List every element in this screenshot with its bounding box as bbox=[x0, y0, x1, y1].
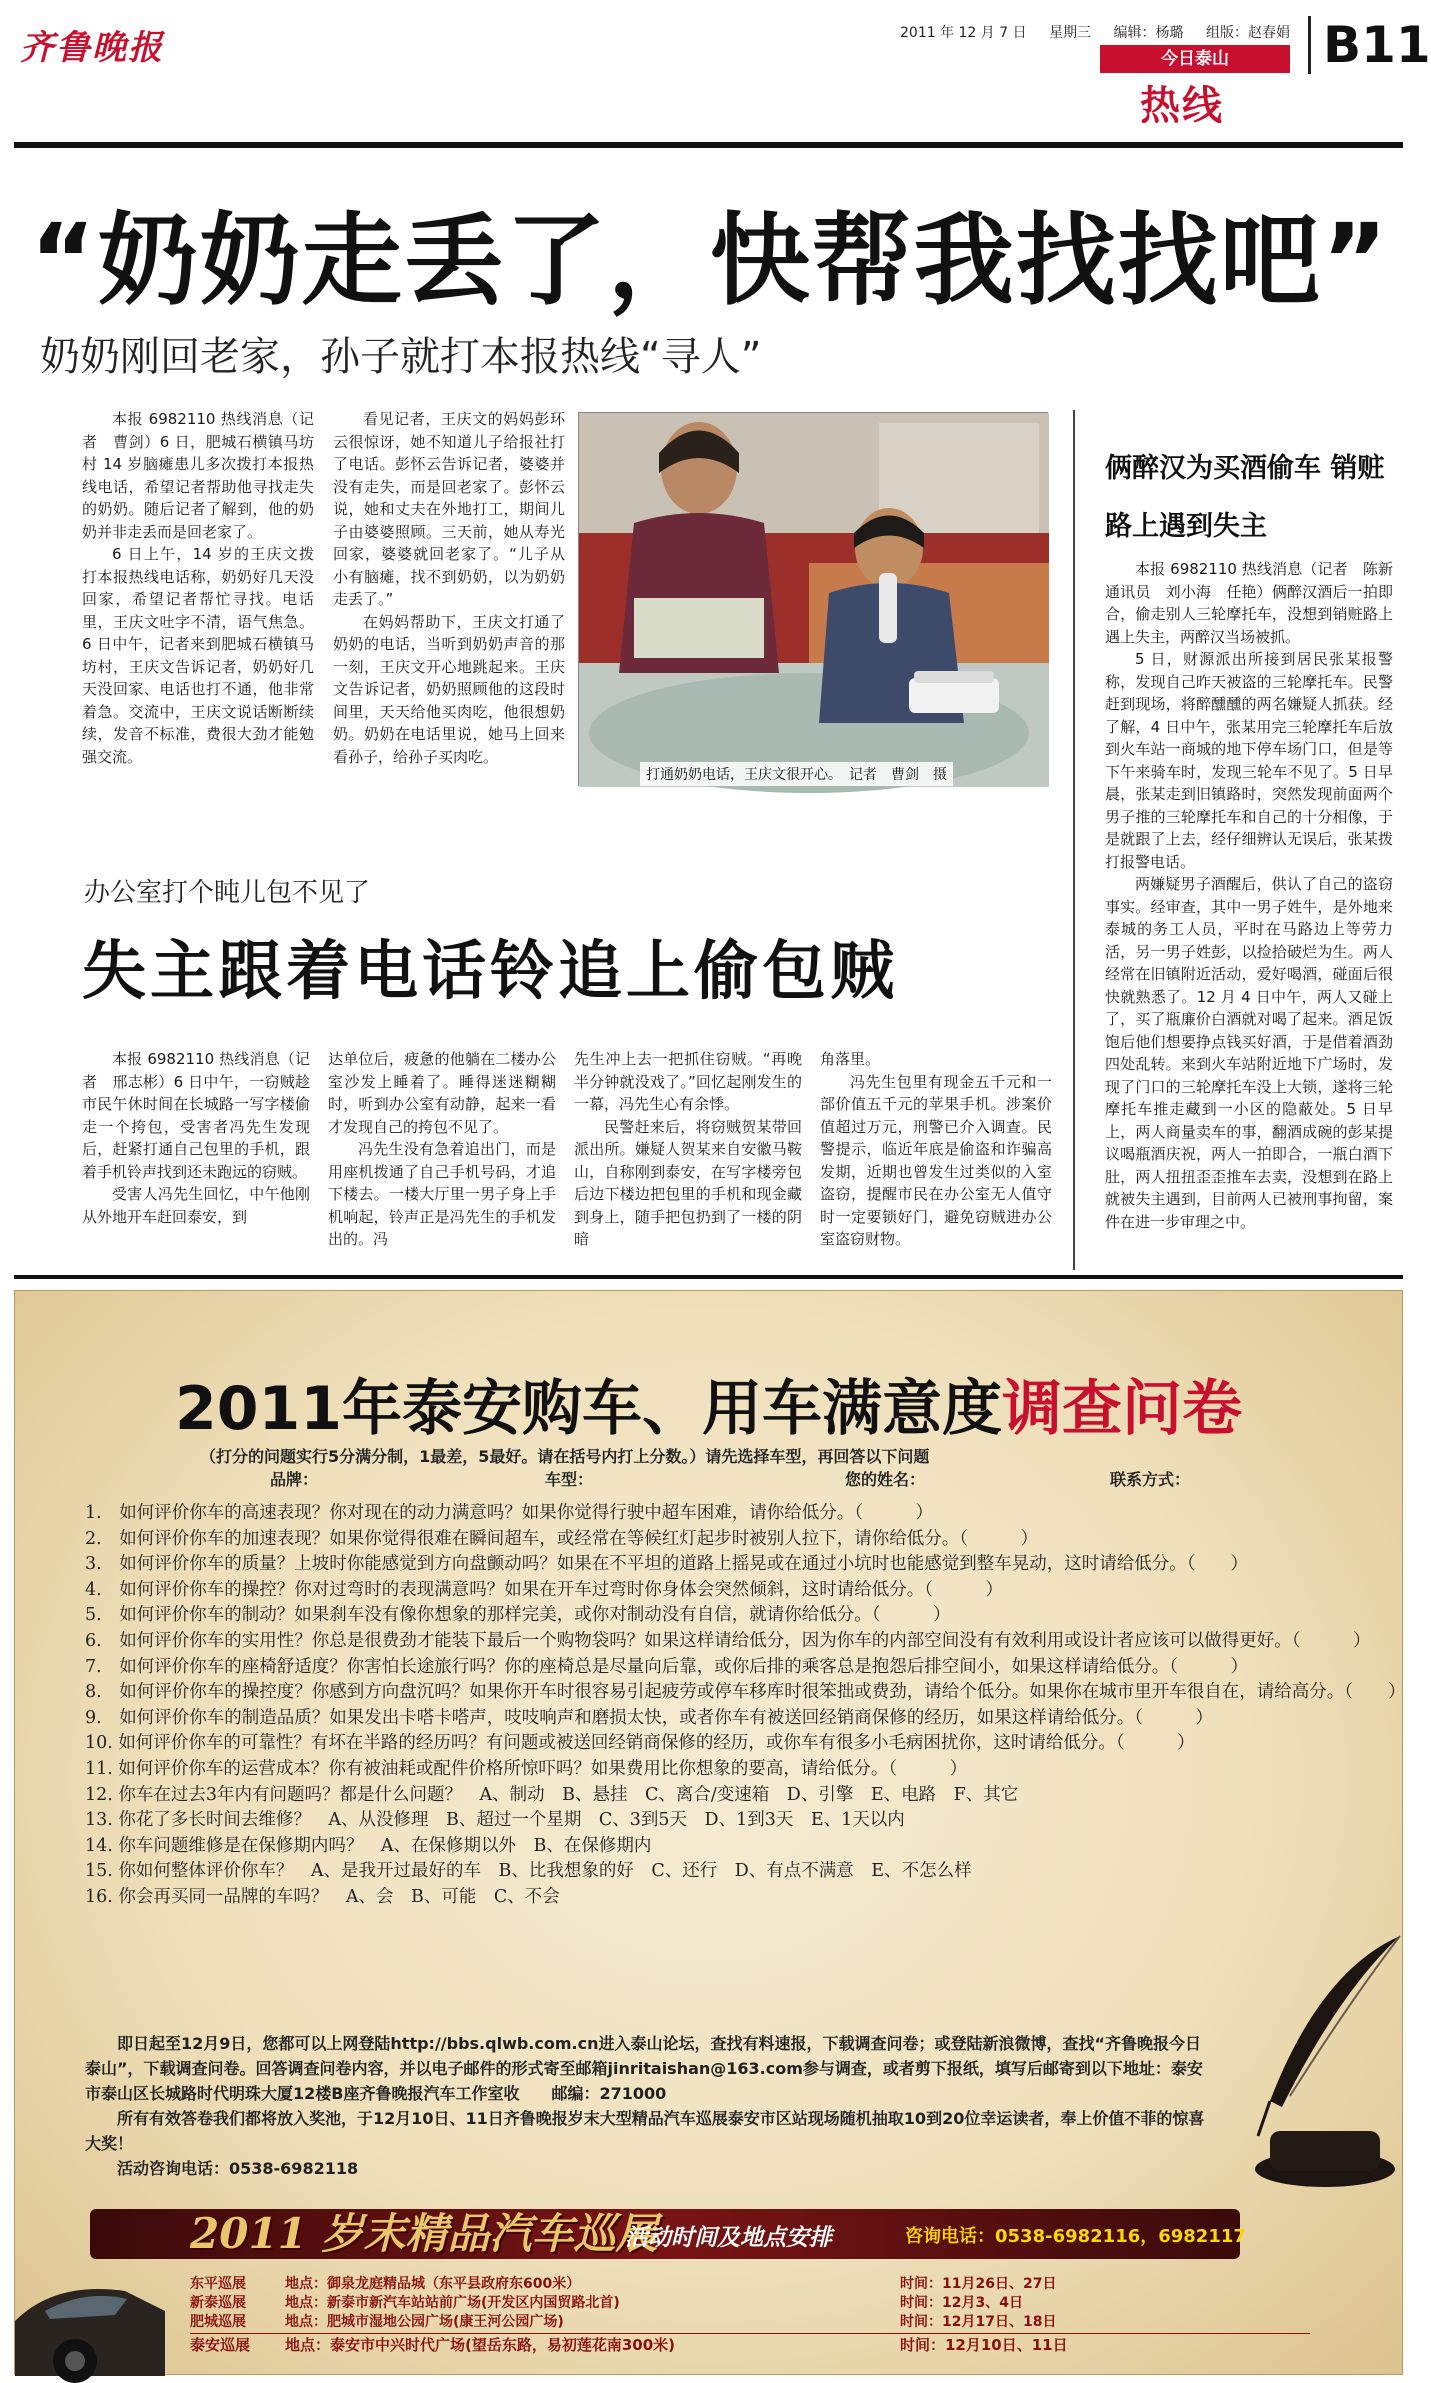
schedule-location: 地点：新泰市新汽车站站前广场(开发区内国贸路北首) bbox=[285, 2295, 620, 2311]
paragraph: 先生冲上去一把抓住窃贼。“再晚半分钟就没戏了。”回忆起刚发生的一幕，冯先生心有余悸。 bbox=[574, 1050, 802, 1113]
paragraph: 两嫌疑男子酒醒后，供认了自己的盗窃事实。经审查，其中一男子姓牛，是外地来泰城的务工人员，平时在马路边上等劳力活，另一男子姓彭，以捡拾破烂为生。两人经常在旧镇附近活动，爱好喝酒，碰面后很快就熟悉了。12 月 4 日中午，两人又碰上了，买了瓶廉价白酒就对喝了起来。酒足饭饱后他们想要挣点钱买好酒，于是借着酒劲四处乱转。来到火车站附近地下广场时，发现了门口的三轮摩托车没上大锁，遂将三轮摩托车推走藏到一小区的隐蔽处。5 日早上，两人商量卖车的事，翻酒成碗的彭某提议喝瓶酒庆祝，两人一拍即合，一瓶白酒下肚，两人扭扭歪歪推车去卖，没想到在路上就被失主遇到，目前两人已被刑事拘留，案件在进一步审理之中。 bbox=[1105, 875, 1393, 1231]
questionnaire-ad bbox=[14, 1290, 1406, 2375]
schedule-time: 时间：12月10日、11日 bbox=[900, 2336, 1068, 2354]
field-model[interactable]: 车型： bbox=[545, 1470, 594, 1489]
tour-schedule bbox=[190, 2276, 1310, 2355]
question-item: 1. 如何评价你车的高速表现？你对现在的动力满意吗？如果你觉得行驶中超车困难，请你给低分。（ ） bbox=[85, 1503, 933, 1523]
paragraph: 冯先生包里有现金五千元和一部价值五千元的苹果手机。涉案价值超过万元，刑警已介入调查。民警提示，临近年底是偷盗和诈骗高发期，近期也曾发生过类似的入室盗窃，提醒市民在办公室无人值守时一定要锁好门，避免窃贼进办公室盗窃财物。 bbox=[820, 1072, 1052, 1248]
schedule-time: 时间：11月26日、27日 bbox=[900, 2276, 1057, 2292]
editor-credit: 编辑：杨璐 bbox=[1113, 25, 1184, 41]
info-paragraph: 所有有效答卷我们都将放入奖池，于12月10日、11日齐鲁晚报岁末大型精品汽车巡展泰安市区站现场随机抽取10到20位幸运读者，奉上价值不菲的惊喜大奖！ bbox=[85, 2109, 1205, 2153]
second-story-col1 bbox=[82, 1048, 310, 1268]
issue-meta bbox=[900, 22, 1308, 42]
tour-banner bbox=[90, 2201, 1246, 2265]
page-number: B11 bbox=[1308, 16, 1431, 74]
paragraph: 5 日，财源派出所接到居民张某报警称，发现自己昨天被盗的三轮摩托车。民警赶到现场，将醉醺醺的两名嫌疑人抓获。经了解，4 日中午，张某用完三轮摩托车后放到火车站一商城的地下停车场门口，但是等下午来骑车时，发现三轮车不见了。5 日早晨，张某走到旧镇路时，突然发现前面两个男子推的三轮摩托车和自己的十分相像，于是就跟了上去，经仔细辨认无误后，张某拨打报警电话。 bbox=[1105, 650, 1393, 871]
schedule-row bbox=[190, 2314, 1310, 2333]
schedule-time: 时间：12月17日、18日 bbox=[900, 2314, 1057, 2330]
paragraph: 本报 6982110 热线消息（记者 曹剑）6 日，肥城石横镇马坊村 14 岁脑瘫患儿多次拨打本报热线电话，希望记者帮助他寻找走失的奶奶。随后记者了解到，他的奶奶并非走丢而是回老家了。 bbox=[82, 410, 314, 541]
schedule-name: 肥城巡展 bbox=[190, 2314, 246, 2330]
banner-phone: 咨询电话：0538-6982116，6982117 bbox=[905, 2226, 1246, 2247]
paper-logo: 齐鲁晚报 bbox=[20, 28, 164, 68]
schedule-location: 地点：肥城市湿地公园广场(康王河公园广场) bbox=[285, 2314, 564, 2330]
main-subheadline: 奶奶刚回老家，孙子就打本报热线“寻人” bbox=[40, 334, 762, 380]
paragraph: 看见记者，王庆文的妈妈彭环云很惊讶，她不知道儿子给报社打了电话。彭怀云告诉记者，婆婆并没有走失，而是回老家了。彭怀云说，她和丈夫在外地打工，期间儿子由婆婆照顾。三天前，她从寿光回家，婆婆就回老家了。“儿子从小有脑瘫，找不到奶奶，以为奶奶走丢了。” bbox=[333, 410, 565, 608]
section-tag: 今日泰山 bbox=[1100, 45, 1290, 73]
mid-rule bbox=[14, 1275, 1403, 1279]
info-paragraph: 即日起至12月9日，您都可以上网登陆http://bbs.qlwb.com.cn进入泰山论坛，查找有料速报，下载调查问卷；或登陆新浪微博，查找“齐鲁晚报今日泰山”，下载调查问卷。回答调查问卷内容，并以电子邮件的形式寄至邮箱jinritaishan@163.com参与调查，或者剪下报纸，填写后邮寄到以下地址：泰安市泰山区长城路时代明珠大厦12楼B座齐鲁晚报汽车工作室收 邮编：271000 bbox=[85, 2034, 1203, 2103]
ad-instructions: （打分的问题实行5分满分制，1最差，5最好。请在括号内打上分数。）请先选择车型，再回答以下问题 bbox=[200, 1447, 930, 1466]
question-item: 7. 如何评价你车的座椅舒适度？你害怕长途旅行吗？你的座椅总是尽量向后靠，或你后排的乘客总是抱怨后排空间小，如果这样请给低分。（ ） bbox=[85, 1656, 1248, 1677]
question-item: 4. 如何评价你车的操控？你对过弯时的表现满意吗？如果在开车过弯时你身体会突然倾斜，这时请给低分。（ ） bbox=[85, 1579, 1003, 1600]
paragraph: 本报 6982110 热线消息（记者 陈新 通讯员 刘小海 任艳）俩醉汉酒后一拍即合，偷走别人三轮摩托车，没想到销赃路上遇上失主，两醉汉当场被抓。 bbox=[1105, 560, 1409, 646]
paragraph: 民警赶来后，将窃贼贺某带回派出所。嫌疑人贺某来自安徽马鞍山，自称刚到泰安，在写字楼旁包后边下楼边把包里的手机和现金藏到身上，随手把包扔到了一楼的阴暗 bbox=[574, 1117, 802, 1248]
schedule-row bbox=[190, 2276, 1310, 2295]
masthead bbox=[0, 0, 1431, 130]
schedule-name: 新泰巡展 bbox=[190, 2295, 246, 2311]
quill-pen-icon bbox=[1230, 1931, 1410, 2191]
question-item: 9. 如何评价你车的制造品质？如果发出卡嗒卡嗒声，吱吱响声和磨损太快，或者你车有被送回经销商保修的经历，如果这样请给低分。（ ） bbox=[85, 1707, 1213, 1728]
paragraph: 6 日上午，14 岁的王庆文拨打本报热线电话称，奶奶好几天没回家，希望记者帮忙寻找。电话里，王庆文吐字不清，语气焦急。6 日中午，记者来到肥城石横镇马坊村，王庆文告诉记者，奶奶好几天没回家、电话也打不通，他非常着急。交流中，王庆文说话断断续续，发音不标准，费很大劲才能勉强交流。 bbox=[82, 545, 314, 766]
second-story-col2 bbox=[328, 1048, 556, 1268]
top-rule bbox=[14, 142, 1403, 148]
paragraph: 在妈妈帮助下，王庆文打通了奶奶的电话，当听到奶奶声音的那一刻，王庆文开心地跳起来。王庆文告诉记者，奶奶照顾他的这段时间里，天天给他买肉吃，他很想奶奶。奶奶在电话里说，她马上回来看孙子，给孙子买肉吃。 bbox=[333, 612, 565, 766]
field-name[interactable]: 您的姓名： bbox=[845, 1470, 926, 1489]
ad-title-main: 2011年泰安购车、用车满意度 bbox=[175, 1374, 1002, 1444]
info-paragraph: 活动咨询电话：0538-6982118 bbox=[117, 2159, 359, 2178]
paragraph: 冯先生没有急着追出门，而是用座机拨通了自己手机号码，才追下楼去。一楼大厅里一男子身上手机响起，铃声正是冯先生的手机发出的。冯 bbox=[328, 1140, 556, 1248]
second-story-headline: 失主跟着电话铃追上偷包贼 bbox=[82, 935, 898, 1009]
sidebar-story-body bbox=[1105, 558, 1409, 1270]
schedule-location: 地点：泰安市中兴时代广场(望岳东路，易初莲花南300米) bbox=[285, 2336, 676, 2354]
layout-credit: 组版：赵春娟 bbox=[1205, 25, 1290, 41]
schedule-time: 时间：12月3、4日 bbox=[900, 2295, 1023, 2311]
schedule-name: 泰安巡展 bbox=[190, 2336, 251, 2354]
question-item: 15. 你如何整体评价你车？ A、是我开过最好的车 B、比我想象的好 C、还行 D、有点不满意 E、不怎么样 bbox=[85, 1861, 972, 1882]
paragraph: 本报 6982110 热线消息（记者 邢志彬）6 日中午，一窃贼趁市民午休时间在长城路一写字楼偷走一个挎包，受害者冯先生发现后，赶紧打通自己包里的手机，跟着手机铃声找到还未跑远的窃贼。 bbox=[82, 1050, 310, 1181]
field-brand[interactable]: 品牌： bbox=[270, 1470, 319, 1489]
sidebar-headline: 俩醉汉为买酒偷车 销赃路上遇到失主 bbox=[1105, 453, 1385, 542]
column-divider bbox=[1073, 410, 1075, 1270]
section-title: 热线 bbox=[1140, 83, 1224, 129]
ad-form-fields bbox=[270, 1467, 1190, 1490]
question-item: 2. 如何评价你车的加速表现？如果你觉得很难在瞬间超车，或经常在等候红灯起步时被别人拉下，请你给低分。（ ） bbox=[85, 1528, 1038, 1549]
issue-weekday: 星期三 bbox=[1049, 25, 1092, 41]
question-item: 5. 如何评价你车的制动？如果刹车没有像你想象的那样完美，或你对制动没有自信，就请你给低分。（ ） bbox=[85, 1605, 951, 1626]
schedule-row bbox=[190, 2333, 1310, 2355]
paragraph: 受害人冯先生回忆，中午他刚从外地开车赶回泰安，到 bbox=[82, 1185, 310, 1226]
question-item: 6. 如何评价你车的实用性？你总是很费劲才能装下最后一个购物袋吗？如果这样请给低分，因为你车的内部空间没有有效利用或设计者应该可以做得更好。（ ） bbox=[85, 1630, 1371, 1651]
second-story-kicker: 办公室打个盹儿包不见了 bbox=[84, 878, 371, 908]
banner-title: 2011 岁末精品汽车巡展 bbox=[190, 2209, 658, 2258]
main-story-col2 bbox=[333, 408, 565, 788]
question-item: 11. 如何评价你车的运营成本？你有被油耗或配件价格所惊吓吗？如果费用比你想象的要高，请给低分。（ ） bbox=[85, 1758, 968, 1779]
paragraph: 达单位后，疲惫的他躺在二楼办公室沙发上睡着了。睡得迷迷糊糊时，听到办公室有动静，起来一看才发现自己的挎包不见了。 bbox=[328, 1050, 556, 1136]
second-story-col3 bbox=[574, 1048, 802, 1268]
main-story-col1 bbox=[82, 408, 314, 788]
question-item: 14. 你车问题维修是在保修期内吗？ A、在保修期以外 B、在保修期内 bbox=[85, 1835, 652, 1856]
field-contact[interactable]: 联系方式： bbox=[1110, 1470, 1191, 1489]
ad-title bbox=[15, 1361, 1402, 1447]
question-item: 13. 你花了多长时间去维修？ A、从没修理 B、超过一个星期 C、3到5天 D、1到3天 E、1天以内 bbox=[85, 1810, 905, 1831]
main-headline: “奶奶走丢了，快帮我找找吧” bbox=[30, 202, 1390, 319]
paragraph: 角落里。 bbox=[820, 1050, 881, 1068]
issue-date: 2011 年 12 月 7 日 bbox=[900, 25, 1027, 41]
car-silhouette-icon bbox=[15, 2251, 165, 2376]
second-story-col4 bbox=[820, 1048, 1052, 1268]
question-item: 8. 如何评价你车的操控度？你感到方向盘沉吗？如果你开车时很容易引起疲劳或停车移库时很笨拙或费劲，请给个低分。如果你在城市里开车很自在，请给高分。（ ） bbox=[85, 1682, 1406, 1703]
schedule-name: 东平巡展 bbox=[190, 2276, 246, 2292]
ad-info bbox=[85, 2031, 1205, 2181]
photo-grandson-phone bbox=[578, 412, 1048, 786]
photo-caption: 打通奶奶电话，王庆文很开心。 记者 曹剑 摄 bbox=[640, 762, 953, 786]
question-item: 12. 你车在过去3年内有问题吗？都是什么问题？ A、制动 B、悬挂 C、离合/变速箱 D、引擎 E、电路 F、其它 bbox=[85, 1784, 1019, 1805]
ad-title-highlight: 调查问卷 bbox=[1002, 1374, 1242, 1444]
schedule-row bbox=[190, 2295, 1310, 2314]
question-item: 3. 如何评价你车的质量？上坡时你能感觉到方向盘颤动吗？如果在不平坦的道路上摇晃或在通过小坑时也能感觉到整车晃动，这时请给低分。（ ） bbox=[85, 1554, 1248, 1575]
schedule-location: 地点：御泉龙庭精品城（东平县政府东600米） bbox=[285, 2276, 581, 2292]
question-item: 10. 如何评价你车的可靠性？有坏在半路的经历吗？有问题或被送回经销商保修的经历，或你车有很多小毛病困扰你，这时请给低分。（ ） bbox=[85, 1733, 1195, 1754]
question-list bbox=[85, 1501, 1405, 1911]
banner-subtitle: 活动时间及地点安排 bbox=[625, 2225, 832, 2251]
question-item: 16. 你会再买同一品牌的车吗？ A、会 B、可能 C、不会 bbox=[85, 1886, 560, 1907]
